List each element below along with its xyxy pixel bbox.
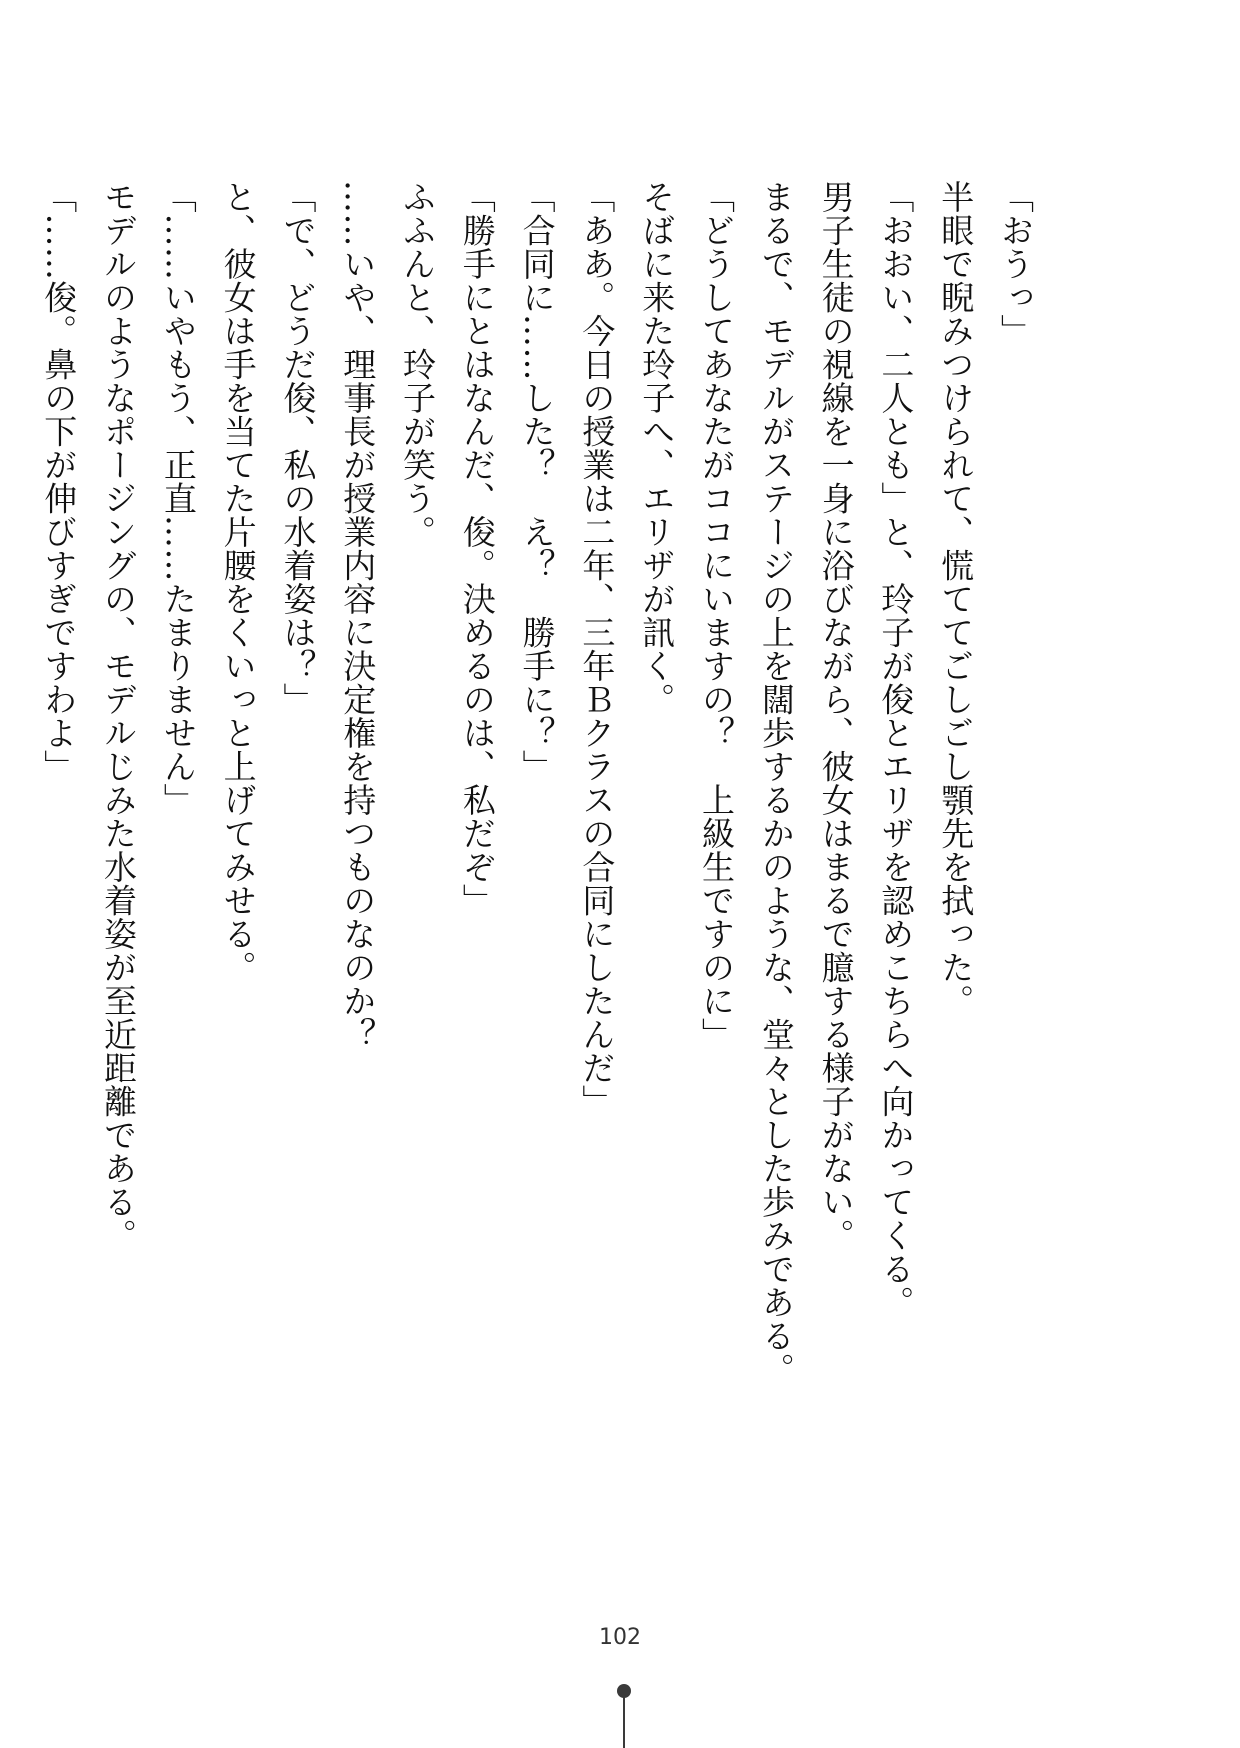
text-line: 男子生徒の視線を一身に浴びながら、彼女はまるで臆する様子がない。	[816, 180, 856, 1252]
body-text	[39, 180, 1045, 1440]
text-line: まるで、モデルがステージの上を闊歩するかのような、堂々とした歩みである。	[756, 180, 796, 1386]
text-line: 「どうしてあなたがココにいますの？ 上級生ですのに」	[697, 180, 737, 1051]
text-line: モデルのようなポージングの、モデルじみた水着姿が至近距離である。	[99, 180, 139, 1252]
text-line: 半眼で睨みつけられて、慌ててごしごし顎先を拭った。	[936, 180, 976, 1018]
text-line: ふふんと、玲子が笑う。	[398, 180, 438, 549]
text-line: と、彼女は手を当てた片腰をくいっと上げてみせる。	[218, 180, 258, 984]
page-marker-dot-icon	[617, 1684, 631, 1698]
page-marker-stem	[623, 1697, 625, 1748]
text-line: ……いや、理事長が授業内容に決定権を持つものなのか？	[338, 180, 378, 1051]
page-number: 102	[599, 1625, 641, 1650]
text-line: 「ああ。今日の授業は二年、三年Ｂクラスの合同にしたんだ」	[577, 180, 617, 1118]
text-line: 「おうっ」	[996, 180, 1035, 348]
text-line: 「で、どうだ俊、私の水着姿は？」	[278, 180, 318, 716]
text-line: 「おおい、二人とも」と、玲子が俊とエリザを認めこちらへ向かってくる。	[876, 180, 916, 1319]
text-line: 「合同に……した？ え？ 勝手に？」	[517, 180, 557, 783]
text-line: 「……いやもう、正直……たまりません」	[158, 180, 198, 817]
text-line: 「……俊。鼻の下が伸びすぎですわよ」	[39, 180, 79, 783]
text-line: 「勝手にとはなんだ、俊。決めるのは、私だぞ」	[457, 180, 497, 917]
text-line: そばに来た玲子へ、エリザが訊く。	[637, 180, 677, 716]
